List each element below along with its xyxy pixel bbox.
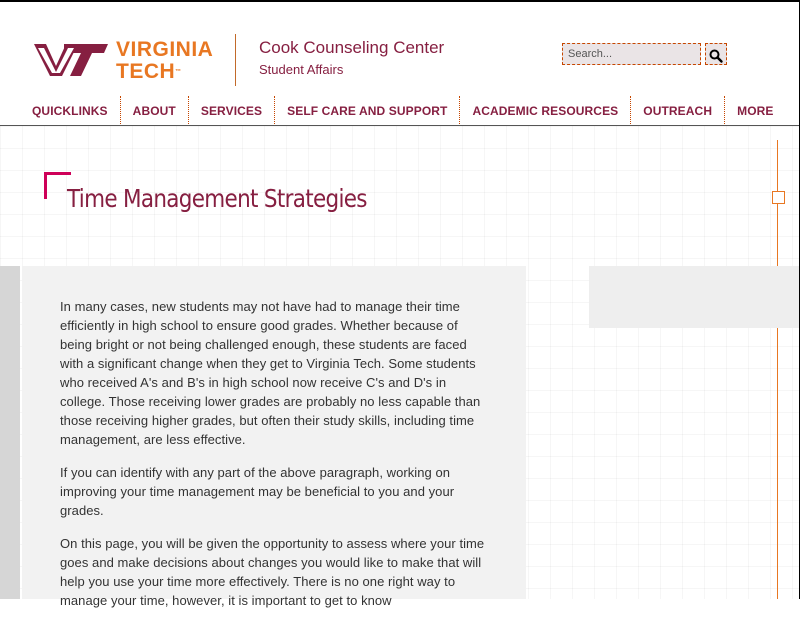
left-gray-band <box>0 266 20 599</box>
nav-item-more[interactable]: MORE <box>737 104 774 118</box>
title-bracket-left <box>44 172 47 199</box>
decorative-accent-line <box>777 140 778 599</box>
article-body <box>60 297 492 624</box>
nav-item-about[interactable]: ABOUT <box>121 96 189 126</box>
paragraph: In many cases, new students may not have had to manage their time efficiently in high school to ensure good grades. Whether because of being bright or not being challenged enough, these students are faced with a significant change when they get to Virginia Tech. Some students who received A's and B's in high school now receive C's and D's in college. Those receiving lower grades are probably no less capable than those receiving higher grades, but often their study skills, including time management, are less effective. <box>60 299 481 447</box>
site-header <box>0 2 800 126</box>
vt-monogram-icon <box>34 42 108 78</box>
vt-logo[interactable] <box>34 40 224 82</box>
search-button[interactable] <box>705 43 727 65</box>
search-input[interactable] <box>562 43 701 65</box>
nav-item-quicklinks[interactable]: QUICKLINKS <box>20 96 121 126</box>
page-title: Time Management Strategies <box>67 184 367 213</box>
title-bracket-top <box>44 172 71 175</box>
unit-name[interactable]: Cook Counseling Center <box>259 38 445 57</box>
paragraph: If you can identify with any part of the above paragraph, working on improving your time management may be beneficial to you and your grades. <box>60 465 455 518</box>
content-panel <box>22 266 526 608</box>
logo-line-1: VIRGINIA <box>116 38 214 61</box>
decorative-accent-square <box>772 191 785 204</box>
header-divider <box>235 34 236 86</box>
nav-item-academic-resources[interactable]: ACADEMIC RESOURCES <box>460 96 631 126</box>
nav-item-outreach[interactable]: OUTREACH <box>631 96 725 126</box>
nav-divider <box>0 125 800 126</box>
paragraph: On this page, you will be given the opportunity to assess where your time goes and make decisions about changes you would like to make that will help you use your time more effectively. There is no one right way to manage your time, however, it is important to get to know <box>60 536 485 608</box>
logo-wordmark <box>116 39 213 83</box>
logo-line-2: TECH <box>116 60 176 83</box>
logo-trademark: ™ <box>175 69 182 75</box>
main-nav <box>20 96 786 126</box>
nav-item-self-care-and-support[interactable]: SELF CARE AND SUPPORT <box>275 96 460 126</box>
nav-item-services[interactable]: SERVICES <box>189 96 275 126</box>
search-icon <box>709 49 723 63</box>
unit-parent-link[interactable]: Student Affairs <box>259 62 344 77</box>
right-gray-band <box>589 266 800 328</box>
